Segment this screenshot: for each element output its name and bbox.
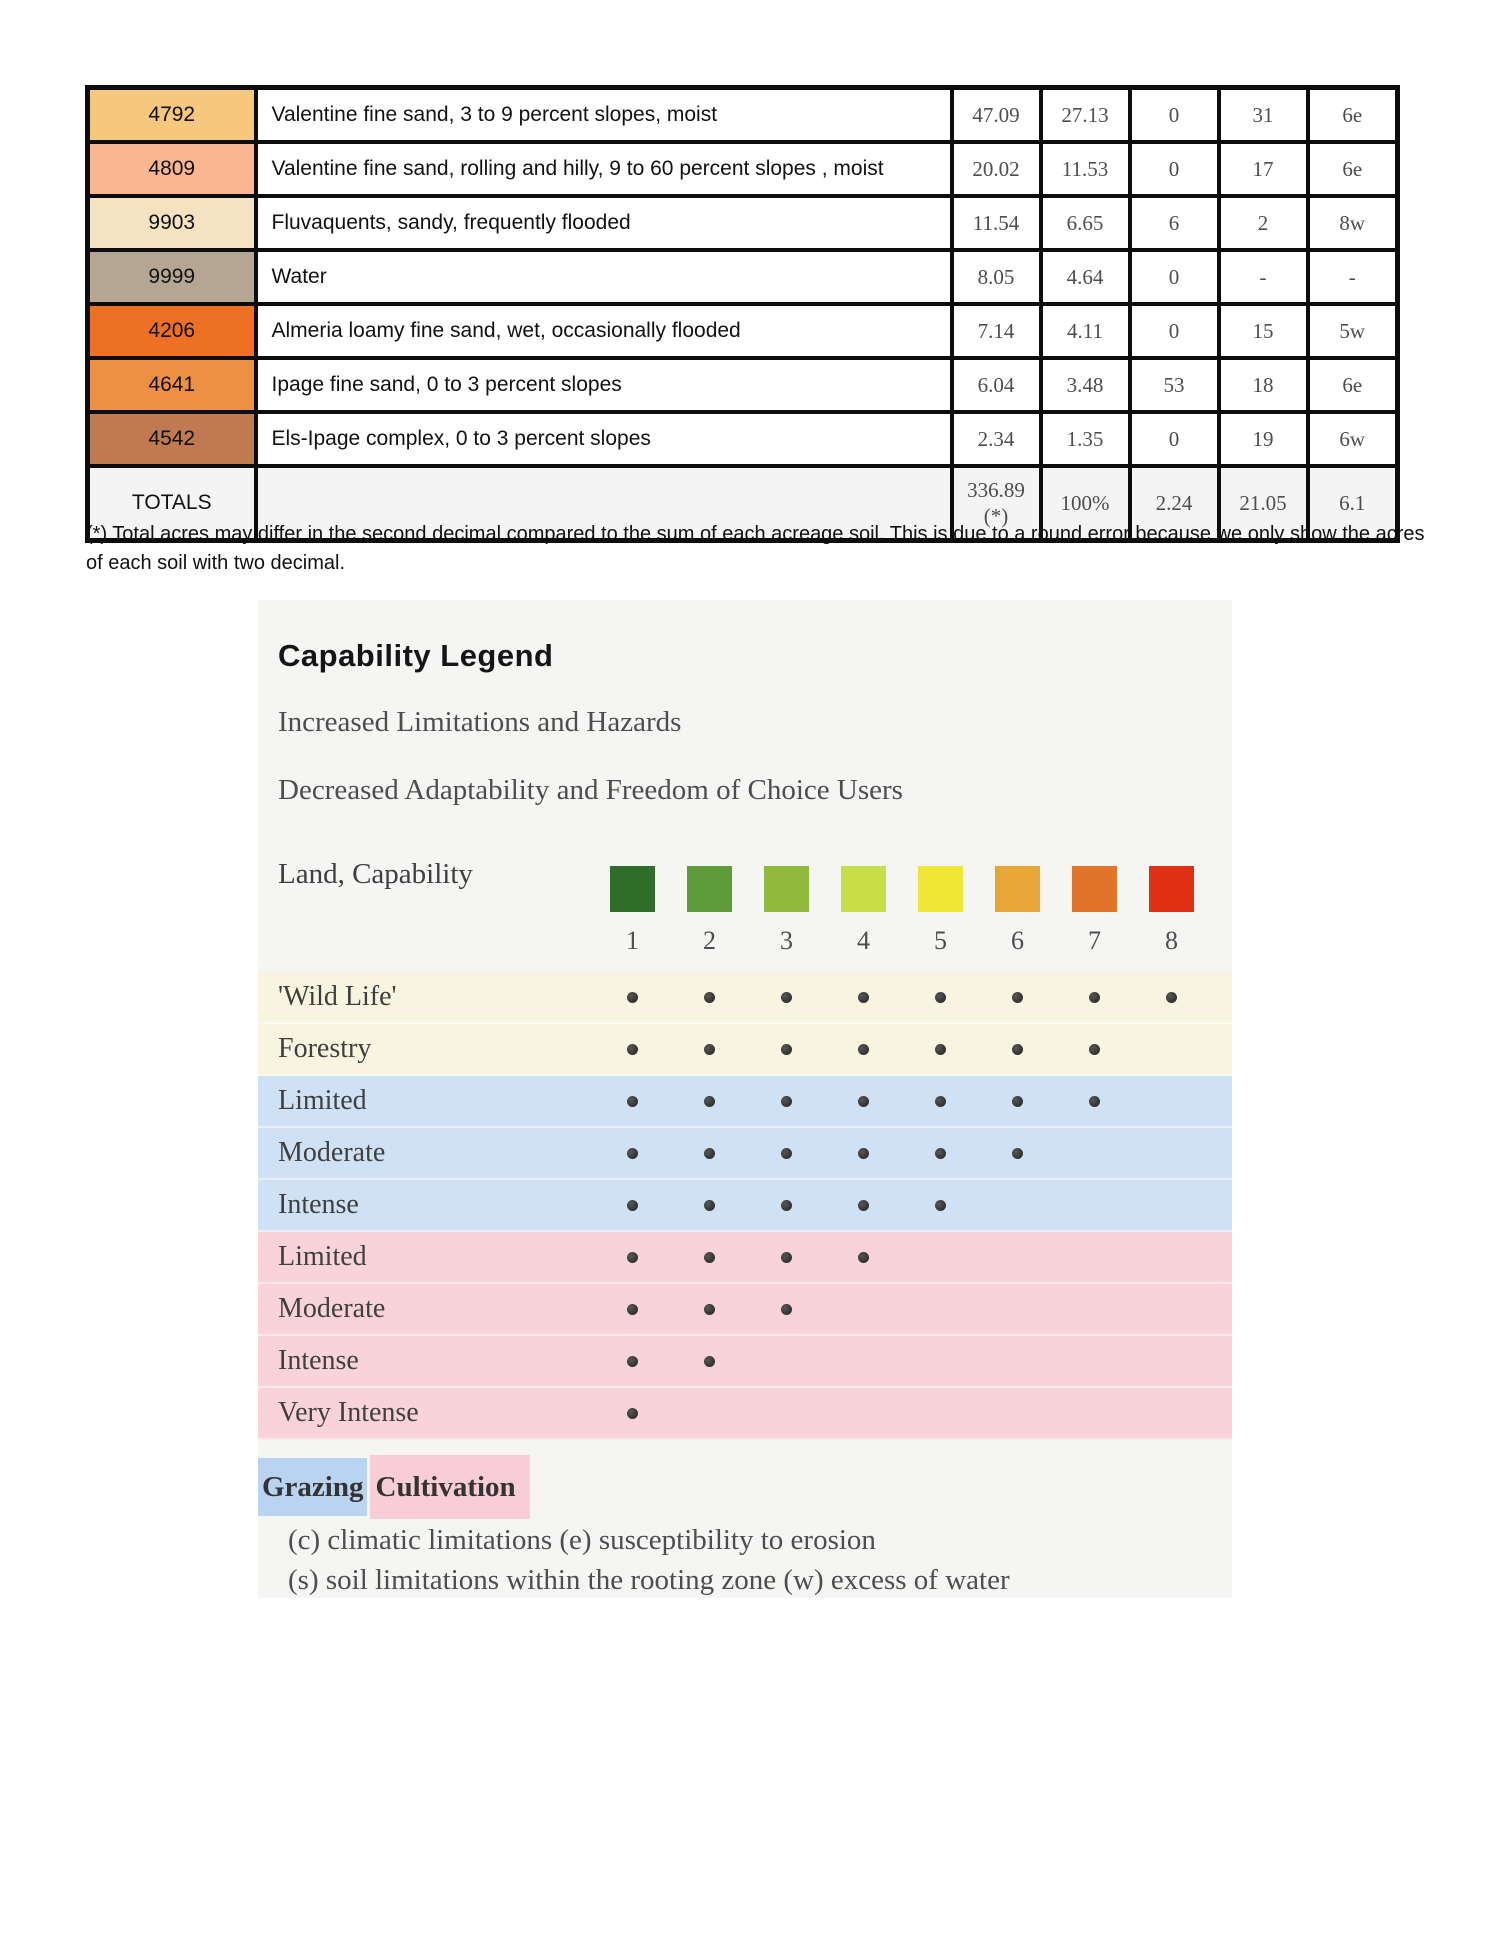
matrix-cell [671,1252,748,1263]
matrix-row-moderate [258,1128,1232,1180]
dot-marker [935,992,946,1003]
capability-class-8-number: 8 [1165,926,1178,955]
matrix-cell [902,1148,979,1159]
matrix-row-label: Intense [278,1189,359,1220]
legend-note-1: (c) climatic limitations (e) susceptibility to erosion [288,1524,876,1556]
dot-marker [704,1044,715,1055]
matrix-cell [1056,1096,1133,1107]
soil-capability-cell: 6e [1308,88,1398,143]
swatch-column [671,866,748,912]
matrix-cell [902,1200,979,1211]
dot-marker [1012,1044,1023,1055]
soil-acres-cell: 11.54 [952,196,1041,250]
dot-marker [1166,992,1177,1003]
matrix-row-very-intense [258,1388,1232,1440]
dot-marker [935,1200,946,1211]
dot-marker [858,1096,869,1107]
matrix-row-moderate [258,1284,1232,1336]
matrix-cell [671,1148,748,1159]
table-row [88,250,1398,304]
dot-marker [1089,1096,1100,1107]
soil-value1-cell: 0 [1130,304,1219,358]
matrix-cell [825,1148,902,1159]
matrix-cell [671,992,748,1003]
soil-code-cell: 9903 [88,196,256,250]
soil-acres-cell: 8.05 [952,250,1041,304]
matrix-cell [748,1252,825,1263]
totals-acres-value: 336.89(*) [967,478,1025,528]
table-row [88,142,1398,196]
matrix-cell [671,1044,748,1055]
capability-class-3-swatch [764,866,809,912]
totals-percent-cell: 100% [1041,466,1130,541]
dot-marker [1012,1096,1023,1107]
matrix-cell [1133,992,1210,1003]
table-row [88,304,1398,358]
capability-class-6-swatch [995,866,1040,912]
soil-value1-cell: 0 [1130,250,1219,304]
capability-class-7-number: 7 [1088,926,1101,955]
matrix-cell [748,1200,825,1211]
dot-marker [781,992,792,1003]
soil-description-cell: Valentine fine sand, 3 to 9 percent slopes, moist [256,88,952,143]
dot-marker [627,1096,638,1107]
soil-acres-cell: 7.14 [952,304,1041,358]
table-row [88,88,1398,143]
soil-value2-cell: 19 [1219,412,1308,466]
dot-marker [781,1148,792,1159]
dot-marker [704,1304,715,1315]
totals-capability-cell: 6.1 [1308,466,1398,541]
dot-marker [858,992,869,1003]
matrix-row-label: Forestry [278,1033,372,1064]
capability-class-6-number: 6 [1011,926,1024,955]
swatch-column [979,866,1056,912]
soil-code-cell: 4206 [88,304,256,358]
soil-capability-cell: 5w [1308,304,1398,358]
dot-marker [935,1148,946,1159]
swatch-column [748,866,825,912]
matrix-cell [825,1200,902,1211]
matrix-cell [594,1200,671,1211]
soil-table-body [88,88,1398,541]
badge-grazing: Grazing [258,1458,367,1516]
soil-description-cell: Els-Ipage complex, 0 to 3 percent slopes [256,412,952,466]
dot-marker [627,1044,638,1055]
matrix-cell [902,1096,979,1107]
capability-class-2-number: 2 [703,926,716,955]
soil-value1-cell: 0 [1130,412,1219,466]
matrix-cell [671,1096,748,1107]
table-row [88,358,1398,412]
soil-value2-cell: 2 [1219,196,1308,250]
soil-value1-cell: 6 [1130,196,1219,250]
swatch-column [594,866,671,912]
matrix-cell [594,1356,671,1367]
matrix-cell [979,992,1056,1003]
matrix-cell [825,1044,902,1055]
soil-value1-cell: 53 [1130,358,1219,412]
dot-marker [1089,1044,1100,1055]
matrix-cell [979,1044,1056,1055]
capability-class-5-number: 5 [934,926,947,955]
soil-percent-cell: 4.64 [1041,250,1130,304]
dot-marker [1089,992,1100,1003]
badge-cultivation: Cultivation [370,1455,530,1519]
capability-class-5-swatch [918,866,963,912]
capability-class-2-swatch [687,866,732,912]
capability-class-7-swatch [1072,866,1117,912]
legend-subtitle-decreased: Decreased Adaptability and Freedom of Choice Users [278,774,903,806]
soil-percent-cell: 3.48 [1041,358,1130,412]
matrix-cell [671,1200,748,1211]
soil-percent-cell: 6.65 [1041,196,1130,250]
dot-marker [1012,1148,1023,1159]
legend-note-2: (s) soil limitations within the rooting zone (w) excess of water [288,1564,1010,1596]
soil-description-cell: Ipage fine sand, 0 to 3 percent slopes [256,358,952,412]
soil-capability-cell: - [1308,250,1398,304]
matrix-cell [594,1408,671,1419]
matrix-cell [902,992,979,1003]
soil-capability-cell: 6e [1308,142,1398,196]
swatch-column [825,866,902,912]
matrix-row-intense [258,1336,1232,1388]
soil-percent-cell: 27.13 [1041,88,1130,143]
capability-class-1-number: 1 [626,926,639,955]
matrix-cell [748,1304,825,1315]
dot-marker [627,1252,638,1263]
matrix-cell [825,992,902,1003]
table-footnote: (*) Total acres may differ in the second decimal compared to the sum of each acreage soil. This is due to a round error because we only show the acres of each soil with two decimal. [86,523,1425,574]
matrix-cell [594,1096,671,1107]
soil-value2-cell: 18 [1219,358,1308,412]
matrix-cell [1056,1044,1133,1055]
capability-class-8-swatch [1149,866,1194,912]
matrix-row-label: Moderate [278,1137,386,1168]
matrix-cell [825,1096,902,1107]
soil-acres-cell: 47.09 [952,88,1041,143]
soil-code-cell: 9999 [88,250,256,304]
matrix-cell [671,1356,748,1367]
soil-code-cell: 4809 [88,142,256,196]
soil-acres-cell: 6.04 [952,358,1041,412]
matrix-cell [748,1044,825,1055]
soil-acreage-table [85,85,1400,543]
matrix-row-limited [258,1076,1232,1128]
dot-marker [627,1200,638,1211]
totals-label-cell: TOTALS [88,466,256,541]
soil-percent-cell: 4.11 [1041,304,1130,358]
matrix-cell [594,992,671,1003]
scale-label: Land, Capability [278,858,473,890]
dot-marker [704,1148,715,1159]
matrix-row-forestry [258,1024,1232,1076]
soil-description-cell: Water [256,250,952,304]
matrix-row--wild-life- [258,972,1232,1024]
dot-marker [704,1252,715,1263]
dot-marker [858,1252,869,1263]
legend-badges [258,1458,530,1519]
soil-capability-cell: 6w [1308,412,1398,466]
dot-marker [781,1252,792,1263]
totals-value2-cell: 21.05 [1219,466,1308,541]
matrix-cell [748,1096,825,1107]
legend-notes [288,1520,1010,1600]
dot-marker [704,992,715,1003]
matrix-cell [748,1148,825,1159]
soil-acres-cell: 20.02 [952,142,1041,196]
soil-code-cell: 4542 [88,412,256,466]
matrix-row-label: Intense [278,1345,359,1376]
soil-description-cell: Almeria loamy fine sand, wet, occasionally flooded [256,304,952,358]
dot-marker [858,1044,869,1055]
soil-value2-cell: 17 [1219,142,1308,196]
matrix-cell [979,1096,1056,1107]
matrix-cell [748,992,825,1003]
soil-value2-cell: 31 [1219,88,1308,143]
capability-class-3-number: 3 [780,926,793,955]
matrix-row-label: Limited [278,1241,367,1272]
matrix-cell [594,1148,671,1159]
soil-acres-cell: 2.34 [952,412,1041,466]
capability-class-4-swatch [841,866,886,912]
dot-marker [704,1200,715,1211]
dot-marker [627,1148,638,1159]
dot-marker [627,992,638,1003]
dot-marker [781,1304,792,1315]
soil-description-cell: Valentine fine sand, rolling and hilly, 9 to 60 percent slopes , moist [256,142,952,196]
capability-matrix [258,972,1232,1440]
dot-marker [935,1044,946,1055]
soil-code-cell: 4641 [88,358,256,412]
dot-marker [627,1304,638,1315]
matrix-cell [1056,992,1133,1003]
dot-marker [781,1200,792,1211]
matrix-row-intense [258,1180,1232,1232]
dot-marker [858,1200,869,1211]
matrix-cell [594,1304,671,1315]
capability-class-1-swatch [610,866,655,912]
matrix-row-label: Limited [278,1085,367,1116]
capability-class-swatches [594,866,1210,912]
legend-title: Capability Legend [278,638,554,673]
matrix-row-label: Very Intense [278,1397,419,1428]
table-row [88,196,1398,250]
soil-value1-cell: 0 [1130,88,1219,143]
capability-legend-panel [258,600,1232,1598]
soil-capability-cell: 8w [1308,196,1398,250]
soil-value2-cell: 15 [1219,304,1308,358]
soil-value1-cell: 0 [1130,142,1219,196]
dot-marker [781,1044,792,1055]
matrix-row-label: Moderate [278,1293,386,1324]
matrix-row-label: 'Wild Life' [278,981,397,1012]
soil-code-cell: 4792 [88,88,256,143]
dot-marker [704,1096,715,1107]
matrix-cell [671,1304,748,1315]
soil-description-cell: Fluvaquents, sandy, frequently flooded [256,196,952,250]
swatch-column [1133,866,1210,912]
swatch-column [902,866,979,912]
matrix-cell [979,1148,1056,1159]
dot-marker [781,1096,792,1107]
dot-marker [935,1096,946,1107]
swatch-column [1056,866,1133,912]
dot-marker [627,1356,638,1367]
dot-marker [704,1356,715,1367]
capability-class-numbers [594,926,1210,956]
soil-value2-cell: - [1219,250,1308,304]
matrix-cell [594,1252,671,1263]
capability-class-4-number: 4 [857,926,870,955]
matrix-cell [902,1044,979,1055]
matrix-cell [825,1252,902,1263]
matrix-cell [594,1044,671,1055]
soil-capability-cell: 6e [1308,358,1398,412]
matrix-row-limited [258,1232,1232,1284]
soil-percent-cell: 11.53 [1041,142,1130,196]
dot-marker [1012,992,1023,1003]
legend-subtitle-increased: Increased Limitations and Hazards [278,706,682,738]
dot-marker [858,1148,869,1159]
dot-marker [627,1408,638,1419]
soil-percent-cell: 1.35 [1041,412,1130,466]
table-row [88,412,1398,466]
totals-value1-cell: 2.24 [1130,466,1219,541]
